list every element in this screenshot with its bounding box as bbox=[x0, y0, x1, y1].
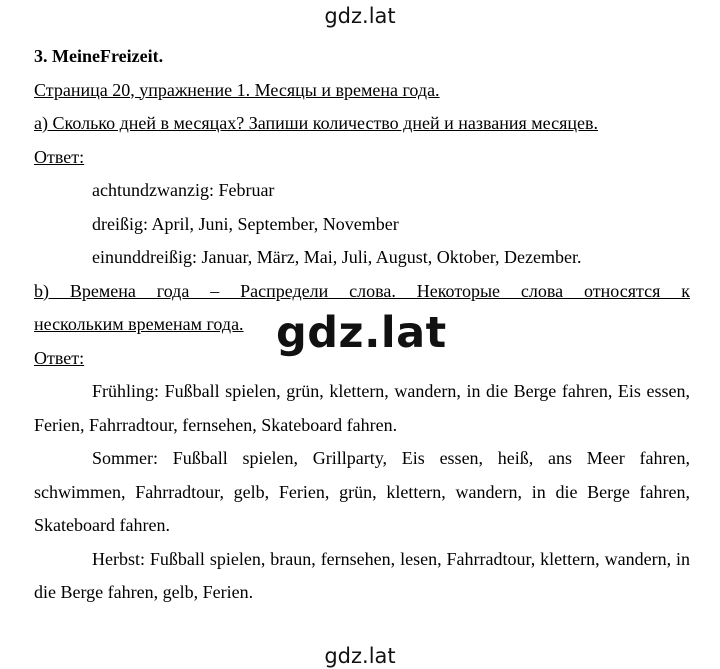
months-31-days: einunddreißig: Januar, März, Mai, Juli, August, Oktober, Dezember. bbox=[92, 247, 582, 267]
watermark-top: gdz.lat bbox=[324, 4, 396, 28]
months-30-days: dreißig: April, Juni, September, November bbox=[92, 213, 399, 234]
season-spring: Frühling: Fußball spielen, grün, klettern, wandern, in die Berge fahren, Eis essen, Ferien, Fahrradtour, fernsehen, Skateboard fahren. bbox=[34, 381, 690, 435]
watermark-bottom: gdz.lat bbox=[324, 644, 396, 668]
season-autumn: Herbst: Fußball spielen, braun, fernsehen, lesen, Fahrradtour, klettern, wandern, in die Berge fahren, gelb, Ferien. bbox=[34, 548, 690, 602]
task-b-prompt-line-1: b) Времена года – Распредели слова. Некоторые слова относятся к bbox=[34, 280, 690, 301]
exercise-heading: Страница 20, упражнение 1. Месяцы и времена года. bbox=[34, 79, 440, 100]
section-title: 3. MeineFreizeit. bbox=[34, 46, 164, 66]
task-b-prompt-line-2: нескольким временам года. bbox=[34, 314, 244, 334]
watermark-center: gdz.lat bbox=[276, 308, 447, 358]
task-a-prompt: а) Сколько дней в месяцах? Запиши количество дней и названия месяцев. bbox=[34, 113, 598, 133]
season-summer: Sommer: Fußball spielen, Grillparty, Eis essen, heiß, ans Meer fahren, schwimmen, Fahrradtour, gelb, Ferien, grün, klettern, wandern, in die Berge fahren, Skateboard fahren. bbox=[34, 448, 690, 535]
answer-label-b: Ответ: bbox=[34, 347, 85, 368]
months-28-days: achtundzwanzig: Februar bbox=[92, 180, 275, 200]
answer-label-a: Ответ: bbox=[34, 146, 85, 167]
